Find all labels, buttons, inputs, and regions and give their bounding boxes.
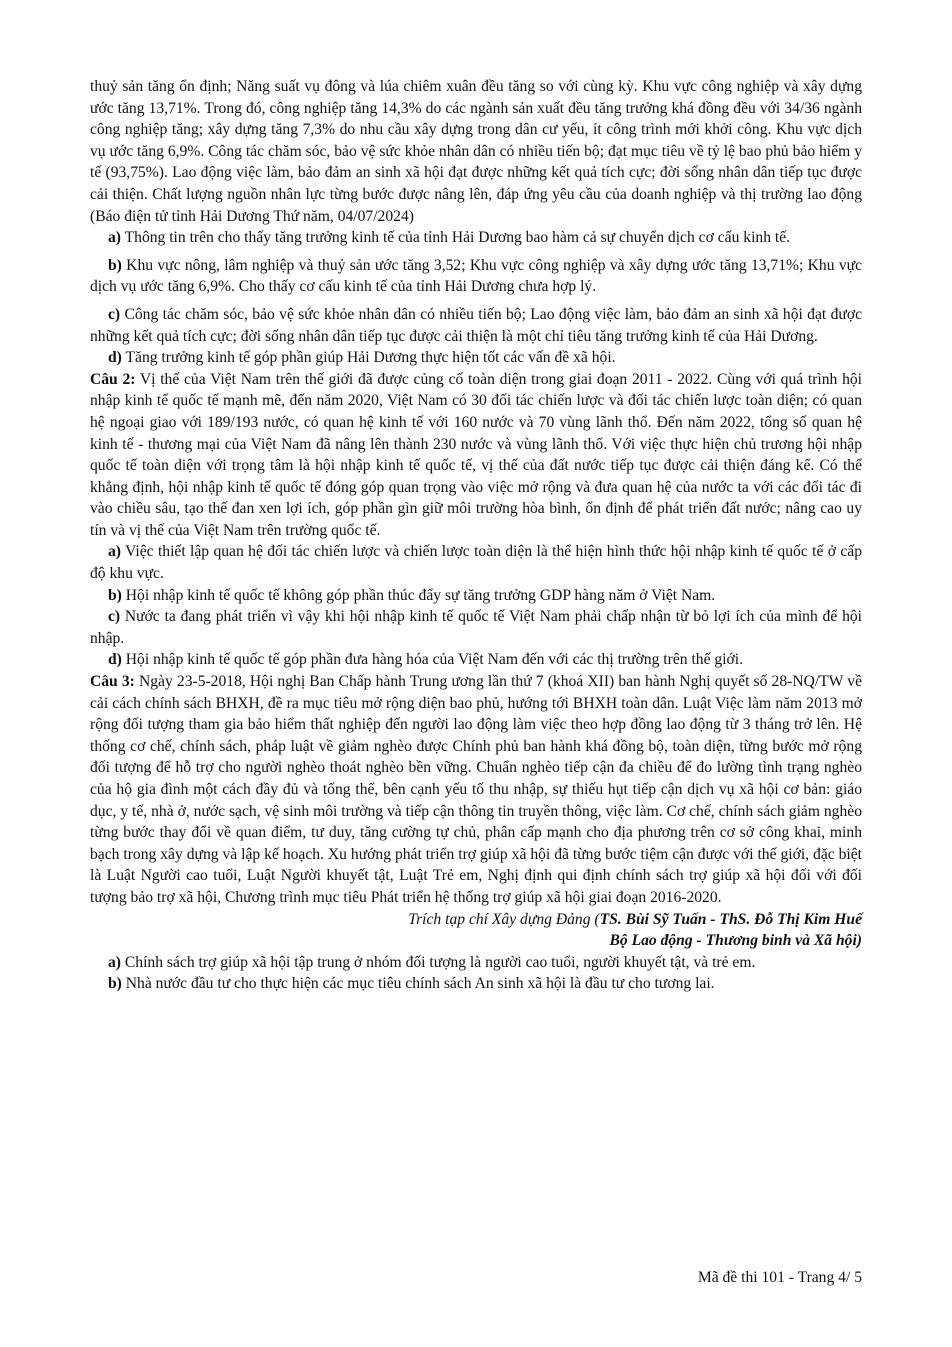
citation-organization: Bộ Lao động - Thương binh và Xã hội) bbox=[609, 932, 862, 950]
q3-option-b bbox=[90, 973, 862, 995]
question-label: Câu 2: bbox=[90, 370, 136, 388]
option-text: Việc thiết lập quan hệ đối tác chiến lược và chiến lược toàn diện là thể hiện hình thức hội nhập kinh tế quốc tế ở cấp độ khu vực. bbox=[90, 543, 862, 583]
option-label: b) bbox=[108, 586, 122, 604]
option-label: d) bbox=[108, 651, 122, 669]
q1-option-d bbox=[90, 347, 862, 369]
option-text: Thông tin trên cho thấy tăng trưởng kinh tế của tỉnh Hải Dương bao hàm cả sự chuyển dịch cơ cấu kinh tế. bbox=[121, 229, 791, 247]
option-text: Công tác chăm sóc, bảo vệ sức khỏe nhân dân có nhiều tiến bộ; Lao động việc làm, bảo đảm an sinh xã hội đạt được những kết quả tích cực; đời sống nhân dân tiếp tục được cải thiện là một chỉ tiêu tăng trưởng kinh tế của Hải Dương. bbox=[90, 305, 862, 345]
option-label: c) bbox=[108, 608, 121, 626]
question-text: Vị thế của Việt Nam trên thế giới đã được củng cố toàn diện trong giai đoạn 2011 - 2022. Cùng với quá trình hội nhập kinh tế quốc tế mạnh mẽ, đến năm 2020, Việt Nam có 30 đối tác chiến lược và đối tác chiến lược toàn diện; có quan hệ ngoại giao với 189/193 nước, có quan hệ kinh tế với 160 nước và 70 vùng lãnh thổ. Đến năm 2022, tổng số quan hệ kinh tế - thương mại của Việt Nam đã nâng lên thành 230 nước và vùng lãnh thổ. Với việc thực hiện chủ trương hội nhập quốc tế toàn diện với trọng tâm là hội nhập kinh tế quốc tế, vị thế của đất nước tiếp tục được cải thiện đáng kể. Có thể khẳng định, hội nhập kinh tế quốc tế đóng góp quan trọng vào việc mở rộng và đưa quan hệ của nước ta với các đối tác đi vào chiều sâu, tạo thế đan xen lợi ích, góp phần gìn giữ môi trường hòa bình, ổn định để phát triển đất nước; nâng cao uy tín và vị thế của Việt Nam trên trường quốc tế. bbox=[90, 370, 862, 539]
option-label: b) bbox=[108, 975, 122, 993]
exam-page-body bbox=[90, 76, 862, 995]
q1-passage-continuation: thuỷ sản tăng ổn định; Năng suất vụ đông và lúa chiêm xuân đều tăng so với cùng kỳ. Khu vực công nghiệp và xây dựng ước tăng 13,71%. Trong đó, công nghiệp tăng 14,3% do các ngành sản xuất đều tăng trưởng khá đồng đều với 34/36 ngành công nghiệp tăng; xây dựng tăng 7,3% do nhu cầu xây dựng trong dân cư yếu, ít công trình mới khởi công. Khu vực dịch vụ ước tăng 6,9%. Công tác chăm sóc, bảo vệ sức khỏe nhân dân có nhiều tiến bộ; đạt mục tiêu về tỷ lệ bao phủ bảo hiểm y tế (93,75%). Lao động việc làm, bảo đảm an sinh xã hội đạt được những kết quả tích cực; đời sống nhân dân tiếp tục được cải thiện. Chất lượng nguồn nhân lực từng bước được nâng lên, đáp ứng yêu cầu của doanh nghiệp và thị trường lao động (Báo điện tử tỉnh Hải Dương Thứ năm, 04/07/2024) bbox=[90, 78, 862, 225]
option-label: a) bbox=[108, 543, 121, 561]
option-label: d) bbox=[108, 349, 122, 367]
option-label: c) bbox=[108, 305, 121, 323]
option-text: Nhà nước đầu tư cho thực hiện các mục tiêu chính sách An sinh xã hội là đầu tư cho tương lai. bbox=[121, 975, 715, 993]
option-text: Hội nhập kinh tế quốc tế không góp phần thúc đẩy sự tăng trưởng GDP hàng năm ở Việt Nam. bbox=[121, 586, 716, 604]
question-3 bbox=[90, 671, 862, 909]
q3-option-a bbox=[90, 952, 862, 974]
page-footer: Mã đề thi 101 - Trang 4/ 5 bbox=[697, 1269, 862, 1286]
q2-option-b bbox=[90, 585, 862, 607]
option-text: Khu vực nông, lâm nghiệp và thuỷ sản ước tăng 3,52; Khu vực công nghiệp và xây dựng ước tăng 13,71%; Khu vực dịch vụ ước tăng 6,9%. Cho thấy cơ cấu kinh tế của tỉnh Hải Dương chưa hợp lý. bbox=[90, 256, 862, 296]
option-label: a) bbox=[108, 953, 121, 971]
q2-option-a bbox=[90, 541, 862, 584]
option-text: Nước ta đang phát triển vì vậy khi hội nhập kinh tế quốc tế Việt Nam phải chấp nhận từ bỏ lợi ích của mình để hội nhập. bbox=[90, 608, 862, 647]
citation-authors: TS. Bùi Sỹ Tuấn - ThS. Đỗ Thị Kim Huế bbox=[599, 910, 862, 928]
option-text: Chính sách trợ giúp xã hội tập trung ở nhóm đối tượng là người cao tuổi, người khuyết tật, và trẻ em. bbox=[121, 953, 756, 971]
q1-option-c bbox=[90, 304, 862, 347]
citation-line-2 bbox=[90, 930, 862, 952]
question-label: Câu 3: bbox=[90, 673, 135, 691]
option-text: Hội nhập kinh tế quốc tế góp phần đưa hàng hóa của Việt Nam đến với các thị trường trên thế giới. bbox=[121, 651, 743, 669]
option-text: Tăng trưởng kinh tế góp phần giúp Hải Dương thực hiện tốt các vấn đề xã hội. bbox=[121, 349, 616, 367]
q2-option-c bbox=[90, 606, 862, 649]
question-2 bbox=[90, 369, 862, 542]
q2-option-d bbox=[90, 649, 862, 671]
q1-option-b bbox=[90, 255, 862, 298]
option-label: b) bbox=[108, 256, 122, 274]
question-text: Ngày 23-5-2018, Hội nghị Ban Chấp hành Trung ương lần thứ 7 (khoá XII) ban hành Nghị quyết số 28-NQ/TW về cải cách chính sách BHXH, đề ra mục tiêu mở rộng diện bao phủ, hướng tới BHXH toàn dân. Luật Việc làm năm 2013 mở rộng đối tượng tham gia bảo hiểm thất nghiệp đến người lao động làm việc theo hợp đồng lao động từ 3 tháng trở lên. Hệ thống cơ chế, chính sách, pháp luật về giảm nghèo được Chính phủ ban hành khá đồng bộ, toàn diện, từng bước mở rộng đối tượng để hỗ trợ cho người nghèo thoát nghèo bền vững. Chuẩn nghèo tiếp cận đa chiều để đo lường tình trạng nghèo của hộ gia đình một cách đầy đủ và tổng thể, bên cạnh yếu tố thu nhập, sự thiếu hụt tiếp cận dịch vụ xã hội cơ bản: giáo dục, y tế, nhà ở, nước sạch, vệ sinh môi trường và tiếp cận thông tin truyền thông, việc làm. Cơ chế, chính sách giảm nghèo từng bước thay đổi về quan điểm, tư duy, tăng cường tự chủ, phân cấp mạnh cho địa phương trên cơ sở công khai, minh bạch trong xây dựng và lập kế hoạch. Xu hướng phát triển trợ giúp xã hội đã từng bước tiệm cận được với thế giới, đặc biệt là Luật Người cao tuổi, Luật Người khuyết tật, Luật Trẻ em, Nghị định qui định chính sách trợ giúp xã hội đối với đối tượng bảo trợ xã hội, Chương trình mục tiêu Phát triển hệ thống trợ giúp xã hội giai đoạn 2016-2020. bbox=[90, 673, 862, 906]
q1-option-a bbox=[90, 227, 862, 249]
citation-line-1 bbox=[90, 909, 862, 931]
citation-source: Trích tạp chí Xây dựng Đảng ( bbox=[408, 910, 600, 928]
option-label: a) bbox=[108, 229, 121, 247]
